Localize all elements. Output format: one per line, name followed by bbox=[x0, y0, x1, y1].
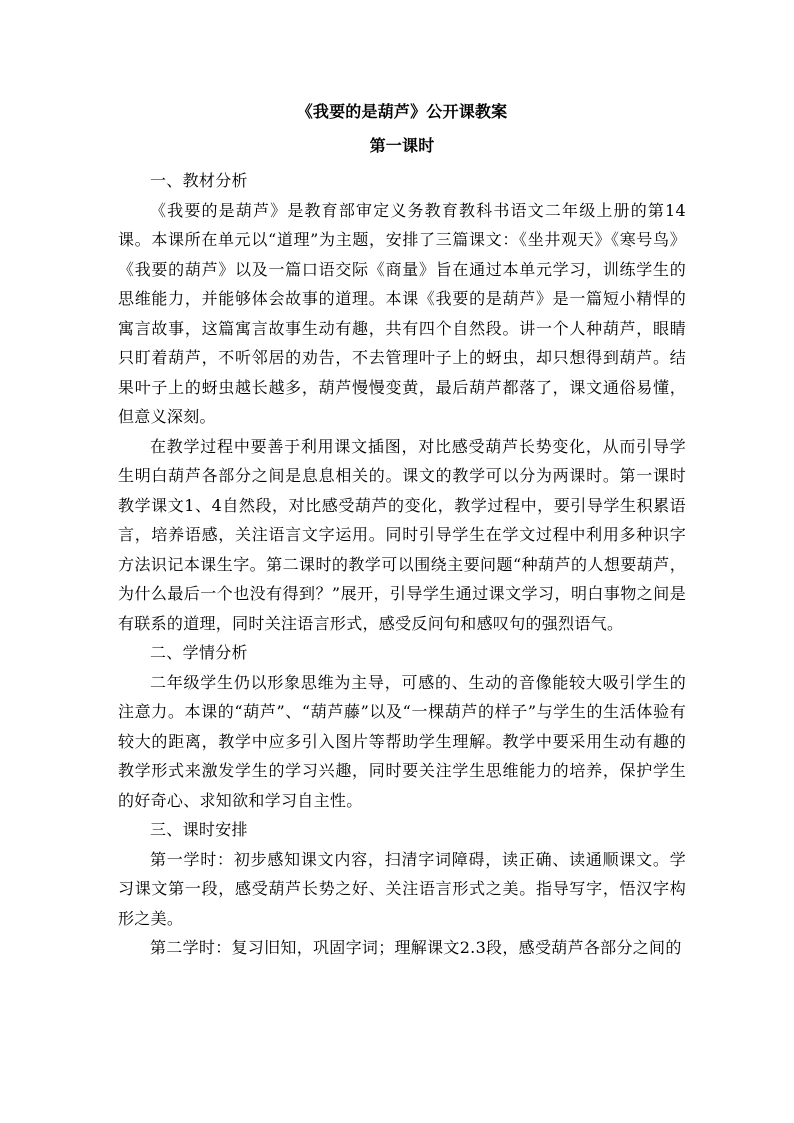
document-subtitle: 第一课时 bbox=[369, 136, 435, 155]
section-heading: 三、课时安排 bbox=[150, 820, 248, 839]
section-heading: 一、教材分析 bbox=[150, 171, 248, 190]
section-paragraph: 第二学时：复习旧知，巩固字词；理解课文2.3段，感受葫芦各部分之间的 bbox=[150, 938, 682, 957]
document-body bbox=[118, 98, 686, 963]
section-lesson-schedule bbox=[118, 815, 686, 963]
section-paragraph: 《我要的是葫芦》是教育部审定义务教育教科书语文二年级上册的第14课。本课所在单元以“道理”为主题，安排了三篇课文：《坐井观天》《寒号鸟》《我要的葫芦》以及一篇口语交际《商量》旨在通过本单元学习，训练学生的思维能力，并能够体会故事的道理。本课《我要的是葫芦》是一篇短小精悍的寓言故事，这篇寓言故事生动有趣，共有四个自然段。讲一个人种葫芦，眼睛只盯着葫芦，不听邻居的劝告，不去管理叶子上的蚜虫，却只想得到葫芦。结果叶子上的蚜虫越长越多，葫芦慢慢变黄，最后葫芦都落了，课文通俗易懂，但意义深刻。 bbox=[118, 200, 686, 426]
section-student-analysis bbox=[118, 638, 686, 815]
document-title: 《我要的是葫芦》公开课教案 bbox=[296, 102, 508, 121]
section-textbook-analysis bbox=[118, 166, 686, 638]
section-paragraph: 二年级学生仍以形象思维为主导，可感的、生动的音像能较大吸引学生的注意力。本课的“葫芦”、“葫芦藤”以及“一棵葫芦的样子”与学生的生活体验有较大的距离，教学中应多引入图片等帮助学生理解。教学中要采用生动有趣的教学形式来激发学生的学习兴趣，同时要关注学生思维能力的培养，保护学生的好奇心、求知欲和学习自主性。 bbox=[118, 672, 686, 810]
section-heading: 二、学情分析 bbox=[150, 643, 248, 662]
section-paragraph: 在教学过程中要善于利用课文插图，对比感受葫芦长势变化，从而引导学生明白葫芦各部分之间是息息相关的。课文的教学可以分为两课时。第一课时教学课文1、4自然段，对比感受葫芦的变化，教学过程中，要引导学生积累语言，培养语感，关注语言文字运用。同时引导学生在学文过程中利用多种识字方法识记本课生字。第二课时的教学可以围绕主要问题“种葫芦的人想要葫芦，为什么最后一个也没有得到？”展开，引导学生通过课文学习，明白事物之间是有联系的道理，同时关注语言形式，感受反问句和感叹句的强烈语气。 bbox=[118, 436, 686, 633]
section-paragraph: 第一学时：初步感知课文内容，扫清字词障碍，读正确、读通顺课文。学习课文第一段，感受葫芦长势之好、关注语言形式之美。指导写字，悟汉字构形之美。 bbox=[118, 849, 686, 928]
